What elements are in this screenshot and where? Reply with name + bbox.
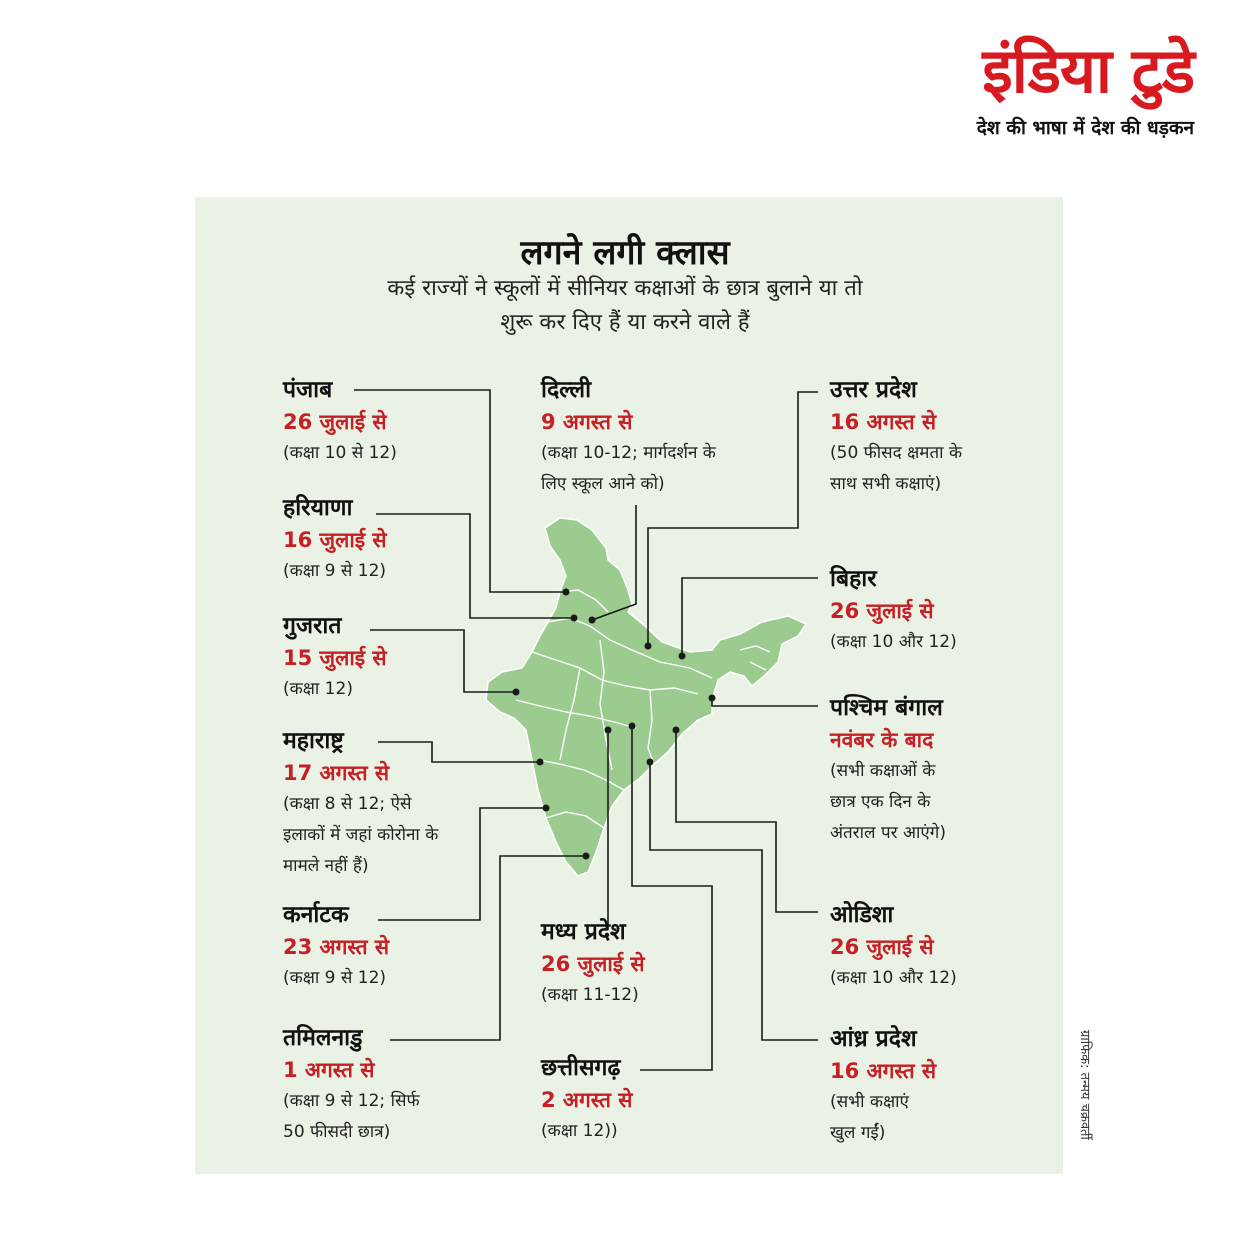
state-name: दिल्ली [541, 377, 592, 403]
state-gujarat [283, 610, 387, 705]
state-name: पश्चिम बंगाल [830, 695, 943, 721]
state-delhi [541, 374, 716, 500]
state-date: 17 अगस्त से [283, 761, 390, 785]
state-name: कर्नाटक [283, 902, 349, 928]
state-uttar-pradesh [830, 374, 962, 500]
state-note: साथ सभी कक्षाएं) [830, 474, 942, 494]
state-note: (कक्षा 9 से 12) [283, 968, 387, 988]
state-name: आंध्र प्रदेश [830, 1026, 917, 1052]
state-note: खुल गईं) [830, 1123, 886, 1143]
state-date: 26 जुलाई से [830, 599, 934, 623]
state-date: 1 अगस्त से [283, 1058, 375, 1082]
state-name: महाराष्ट्र [283, 728, 344, 754]
state-bihar [830, 563, 957, 658]
state-date: 26 जुलाई से [830, 935, 934, 959]
state-name: हरियाणा [283, 495, 353, 521]
state-note: लिए स्कूल आने को) [541, 474, 665, 494]
state-name: उत्तर प्रदेश [830, 377, 917, 403]
state-note: (50 फीसद क्षमता के [830, 443, 963, 463]
state-name: तमिलनाडु [283, 1025, 363, 1051]
state-andhra-pradesh [830, 1023, 936, 1149]
state-note: 50 फीसदी छात्र) [283, 1122, 391, 1142]
state-date: 26 जुलाई से [283, 410, 387, 434]
state-note: (कक्षा 10 और 12) [830, 632, 957, 652]
state-note: मामले नहीं हैं) [283, 856, 369, 876]
state-note: (कक्षा 8 से 12; ऐसे [283, 794, 412, 814]
state-note: (कक्षा 12) [283, 679, 353, 699]
state-date: 26 जुलाई से [541, 952, 645, 976]
state-tamilnadu [283, 1022, 420, 1148]
state-punjab [283, 374, 397, 469]
state-date: 9 अगस्त से [541, 410, 633, 434]
brand-title: इंडिया टुडे [982, 34, 1194, 107]
state-west-bengal [830, 692, 946, 849]
state-note: (कक्षा 11-12) [541, 985, 639, 1005]
state-note: (कक्षा 12)) [541, 1121, 618, 1141]
state-date: 2 अगस्त से [541, 1088, 633, 1112]
state-date: 16 जुलाई से [283, 528, 387, 552]
state-note: छात्र एक दिन के [830, 792, 931, 812]
subtitle-line-1: कई राज्यों ने स्कूलों में सीनियर कक्षाओं के छात्र बुलाने या तो [387, 276, 863, 301]
state-date: 16 अगस्त से [830, 410, 937, 434]
state-note: अंतराल पर आएंगे) [830, 823, 946, 843]
graphic-credit: ग्राफिक: तन्मय चक्रवर्ती [1077, 1030, 1092, 1140]
state-note: (सभी कक्षाओं के [830, 761, 936, 781]
state-date: नवंबर के बाद [830, 728, 934, 752]
state-note: (कक्षा 9 से 12; सिर्फ [283, 1091, 420, 1111]
state-date: 15 जुलाई से [283, 646, 387, 670]
state-note: (कक्षा 9 से 12) [283, 561, 387, 581]
state-note: (कक्षा 10-12; मार्गदर्शन के [541, 443, 716, 463]
state-odisha [830, 899, 957, 994]
state-madhya-pradesh [541, 916, 645, 1011]
state-note: (सभी कक्षाएं [830, 1092, 909, 1112]
state-name: ओडिशा [830, 902, 894, 928]
subtitle-line-2: शुरू कर दिए हैं या करने वाले हैं [500, 310, 750, 335]
state-note: (कक्षा 10 से 12) [283, 443, 397, 463]
state-name: छत्तीसगढ़ [541, 1055, 621, 1081]
state-name: गुजरात [283, 613, 342, 639]
state-name: मध्य प्रदेश [541, 919, 626, 945]
brand-tagline: देश की भाषा में देश की धड़कन [976, 117, 1194, 139]
headline: लगने लगी क्लास [520, 233, 730, 273]
state-date: 16 अगस्त से [830, 1059, 937, 1083]
state-note: (कक्षा 10 और 12) [830, 968, 957, 988]
state-date: 23 अगस्त से [283, 935, 390, 959]
state-note: इलाकों में जहां कोरोना के [283, 825, 439, 845]
state-name: बिहार [830, 566, 877, 592]
state-karnataka [283, 899, 389, 994]
state-haryana [283, 492, 387, 587]
state-name: पंजाब [283, 377, 333, 403]
state-chhattisgarh [541, 1052, 632, 1147]
state-maharashtra [283, 725, 438, 882]
